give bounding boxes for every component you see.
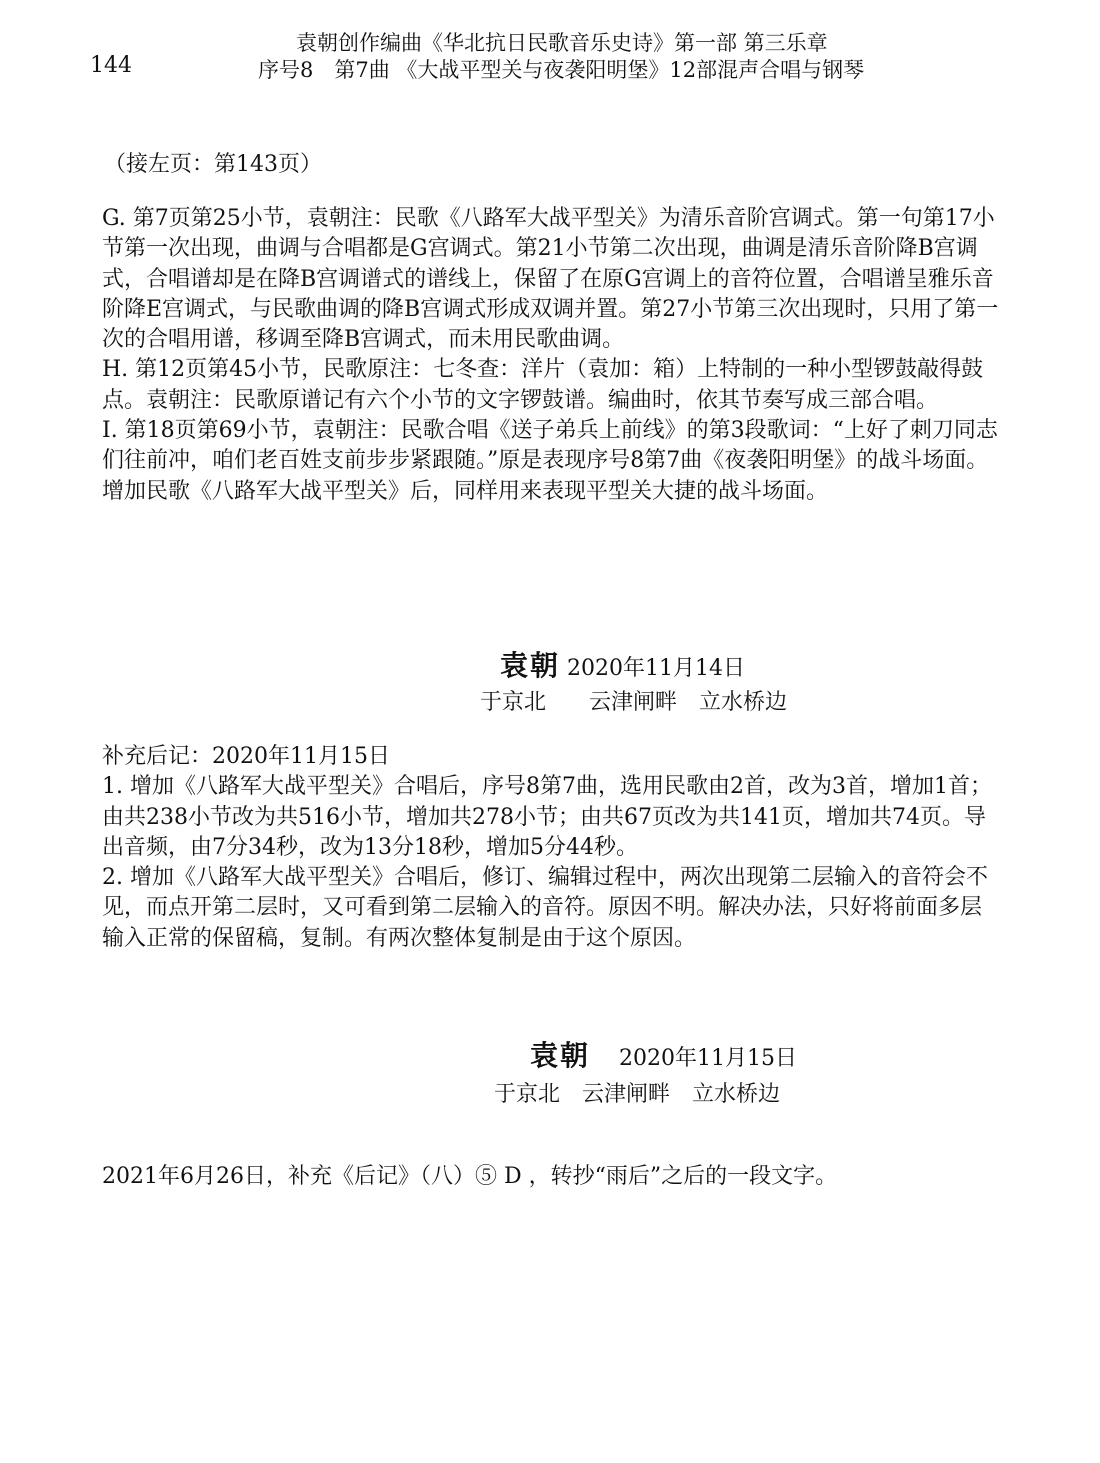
supplement-item-2: 2. 增加《八路军大战平型关》合唱后，修订、编辑过程中，两次出现第二层输入的音符会不见，而点开第二层时，又可看到第二层输入的音符。原因不明。解决办法，只好将前面多层输入正常的保留稿，复制。有两次整体复制是由于这个原因。 (102, 865, 988, 951)
signature-date: 2020年11月15日 (619, 1046, 797, 1071)
note-i: I. 第18页第69小节，袁朝注：民歌合唱《送子弟兵上前线》的第3段歌词：“上好了刺刀同志们往前冲，咱们老百姓支前步步紧跟随。”原是表现序号8第7曲《夜袭阳明堡》的战斗场面。增加民歌《八路军大战平型关》后，同样用来表现平型关大捷的战斗场面。 (102, 418, 998, 504)
note-g: G. 第7页第25小节，袁朝注：民歌《八路军大战平型关》为清乐音阶宫调式。第一句第17小节第一次出现，曲调与合唱都是G宫调式。第21小节第二次出现，曲调是清乐音阶降B宫调式，合唱谱却是在降B宫调谱式的谱线上，保留了在原G宫调上的音符位置，合唱谱呈雅乐音阶降E宫调式，与民歌曲调的降B宫调式形成双调并置。第27小节第三次出现时，只用了第一次的合唱用谱，移调至降B宫调式，而未用民歌曲调。 (102, 206, 999, 353)
supplement-postscript (102, 742, 1002, 954)
signature-block-1 (480, 649, 787, 719)
signature-place: 于京北 云津闸畔 立水桥边 (494, 1082, 781, 1107)
supplement-item-1: 1. 增加《八路军大战平型关》合唱后，序号8第7曲，选用民歌由2首，改为3首，增加1首；由共238小节改为共516小节，增加共278小节；由共67页改为共141页，增加共74页。导出音频，由7分34秒，改为13分18秒，增加5分44秒。 (102, 774, 992, 860)
annotation-notes (102, 204, 1002, 507)
note-h: H. 第12页第45小节，民歌原注：七冬查：洋片（袁加：箱）上特制的一种小型锣鼓敲得鼓点。袁朝注：民歌原谱记有六个小节的文字锣鼓谱。编曲时，依其节奏写成三部合唱。 (102, 357, 984, 413)
continuation-note: （接左页：第143页） (104, 152, 322, 177)
signature-place: 于京北 云津闸畔 立水桥边 (480, 690, 787, 715)
header-subtitle-line: 序号8 第7曲 《大战平型关与夜袭阳明堡》12部混声合唱与钢琴 (258, 58, 865, 82)
supplement-title: 补充后记：2020年11月15日 (102, 744, 390, 769)
header-title-line: 袁朝创作编曲《华北抗日民歌音乐史诗》第一部 第三乐章 (296, 31, 828, 55)
page-number: 144 (90, 53, 132, 78)
page-header (258, 30, 898, 84)
signature-name: 袁朝 (530, 1039, 591, 1072)
signature-date: 2020年11月14日 (567, 656, 745, 681)
final-note: 2021年6月26日，补充《后记》（八）⑤ D ，转抄“雨后”之后的一段文字。 (102, 1164, 838, 1189)
signature-name: 袁朝 (500, 649, 561, 682)
signature-block-2 (494, 1039, 797, 1111)
